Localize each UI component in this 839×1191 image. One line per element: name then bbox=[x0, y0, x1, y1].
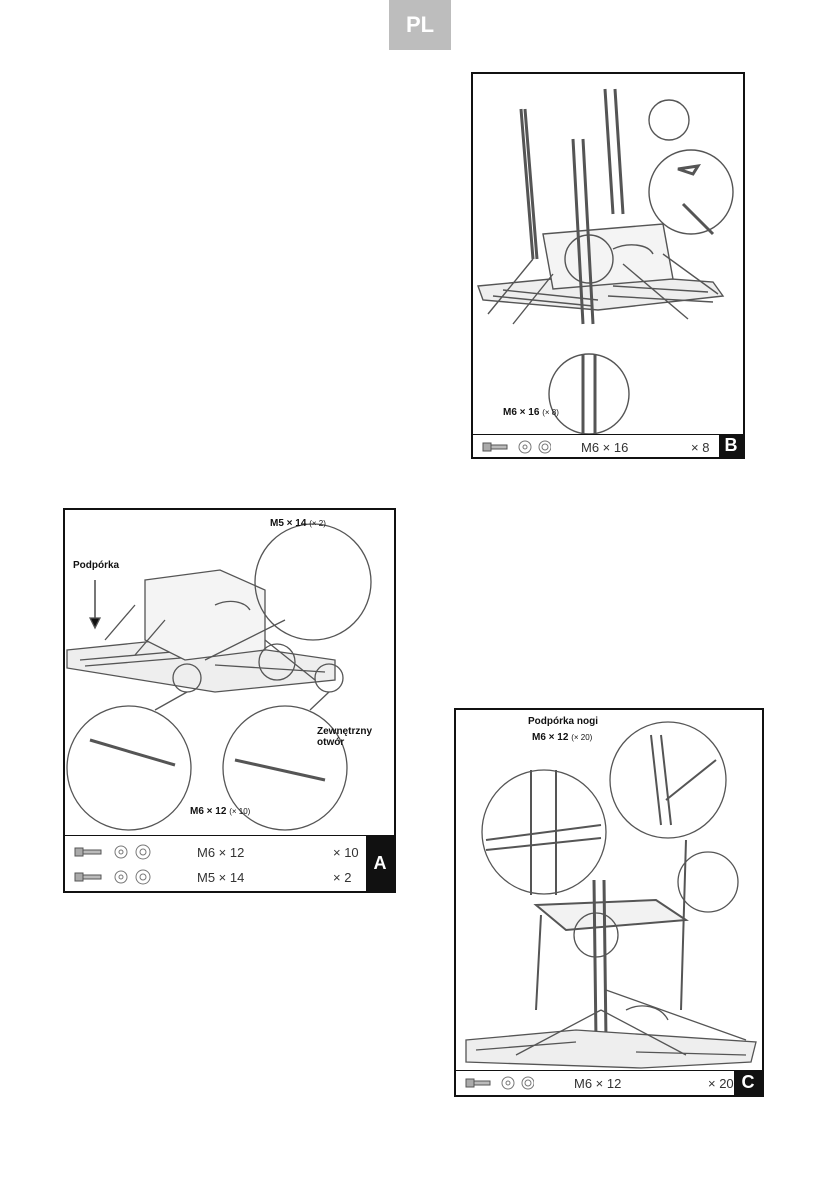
hardware-divider bbox=[473, 434, 743, 435]
m6x16-callout-spec: M6 × 16 bbox=[503, 407, 540, 418]
step-a-illustration bbox=[65, 510, 394, 835]
m6x12-callout-spec: M6 × 12 bbox=[190, 806, 227, 817]
hardware-row bbox=[456, 1072, 762, 1094]
leg-support-callout: Podpórka nogi bbox=[528, 716, 598, 727]
m6x12-callout-count: (× 10) bbox=[229, 807, 251, 816]
m6x16-callout-count: (× 8) bbox=[542, 408, 559, 417]
hardware-row bbox=[65, 866, 394, 888]
bolt-washer-icon bbox=[73, 867, 153, 887]
hardware-divider bbox=[65, 835, 394, 836]
support-callout: Podpórka bbox=[73, 560, 120, 571]
step-c-panel bbox=[454, 708, 764, 1097]
outer-hole-callout-line1: Zewnętrzny bbox=[317, 726, 373, 737]
hardware-qty: × 8 bbox=[691, 439, 710, 455]
hardware-row bbox=[65, 841, 394, 863]
bolt-washer-nut-icon bbox=[73, 842, 153, 862]
step-a-label: A bbox=[366, 835, 394, 891]
m5x14-callout-count: (× 2) bbox=[309, 519, 326, 528]
m5x14-callout bbox=[270, 518, 326, 529]
bolt-washer-nut-icon bbox=[481, 437, 551, 457]
bolt-washer-nut-icon bbox=[464, 1073, 534, 1093]
step-c-illustration bbox=[456, 710, 762, 1070]
m6x16-callout bbox=[503, 407, 559, 418]
step-b-illustration bbox=[473, 74, 743, 434]
hardware-spec: M6 × 16 bbox=[581, 439, 629, 455]
m6x12-callout bbox=[532, 732, 592, 743]
hardware-spec: M5 × 14 bbox=[197, 869, 245, 885]
hardware-qty: × 2 bbox=[333, 869, 352, 885]
m6x12-callout-spec: M6 × 12 bbox=[532, 732, 569, 743]
outer-hole-callout bbox=[317, 726, 372, 748]
step-c-label: C bbox=[734, 1070, 762, 1095]
hardware-row bbox=[473, 436, 743, 458]
m6x12-callout-count: (× 20) bbox=[571, 733, 593, 742]
hardware-spec: M6 × 12 bbox=[197, 844, 245, 860]
hardware-divider bbox=[456, 1070, 762, 1071]
language-badge: PL bbox=[389, 0, 451, 50]
step-b-panel bbox=[471, 72, 745, 459]
m5x14-callout-spec: M5 × 14 bbox=[270, 518, 307, 529]
step-b-label: B bbox=[719, 434, 743, 457]
hardware-qty: × 20 bbox=[708, 1075, 734, 1091]
hardware-qty: × 10 bbox=[333, 844, 359, 860]
outer-hole-callout-line2: otwór bbox=[317, 737, 345, 748]
m6x12-callout bbox=[190, 806, 250, 817]
hardware-spec: M6 × 12 bbox=[574, 1075, 622, 1091]
step-a-panel bbox=[63, 508, 396, 893]
